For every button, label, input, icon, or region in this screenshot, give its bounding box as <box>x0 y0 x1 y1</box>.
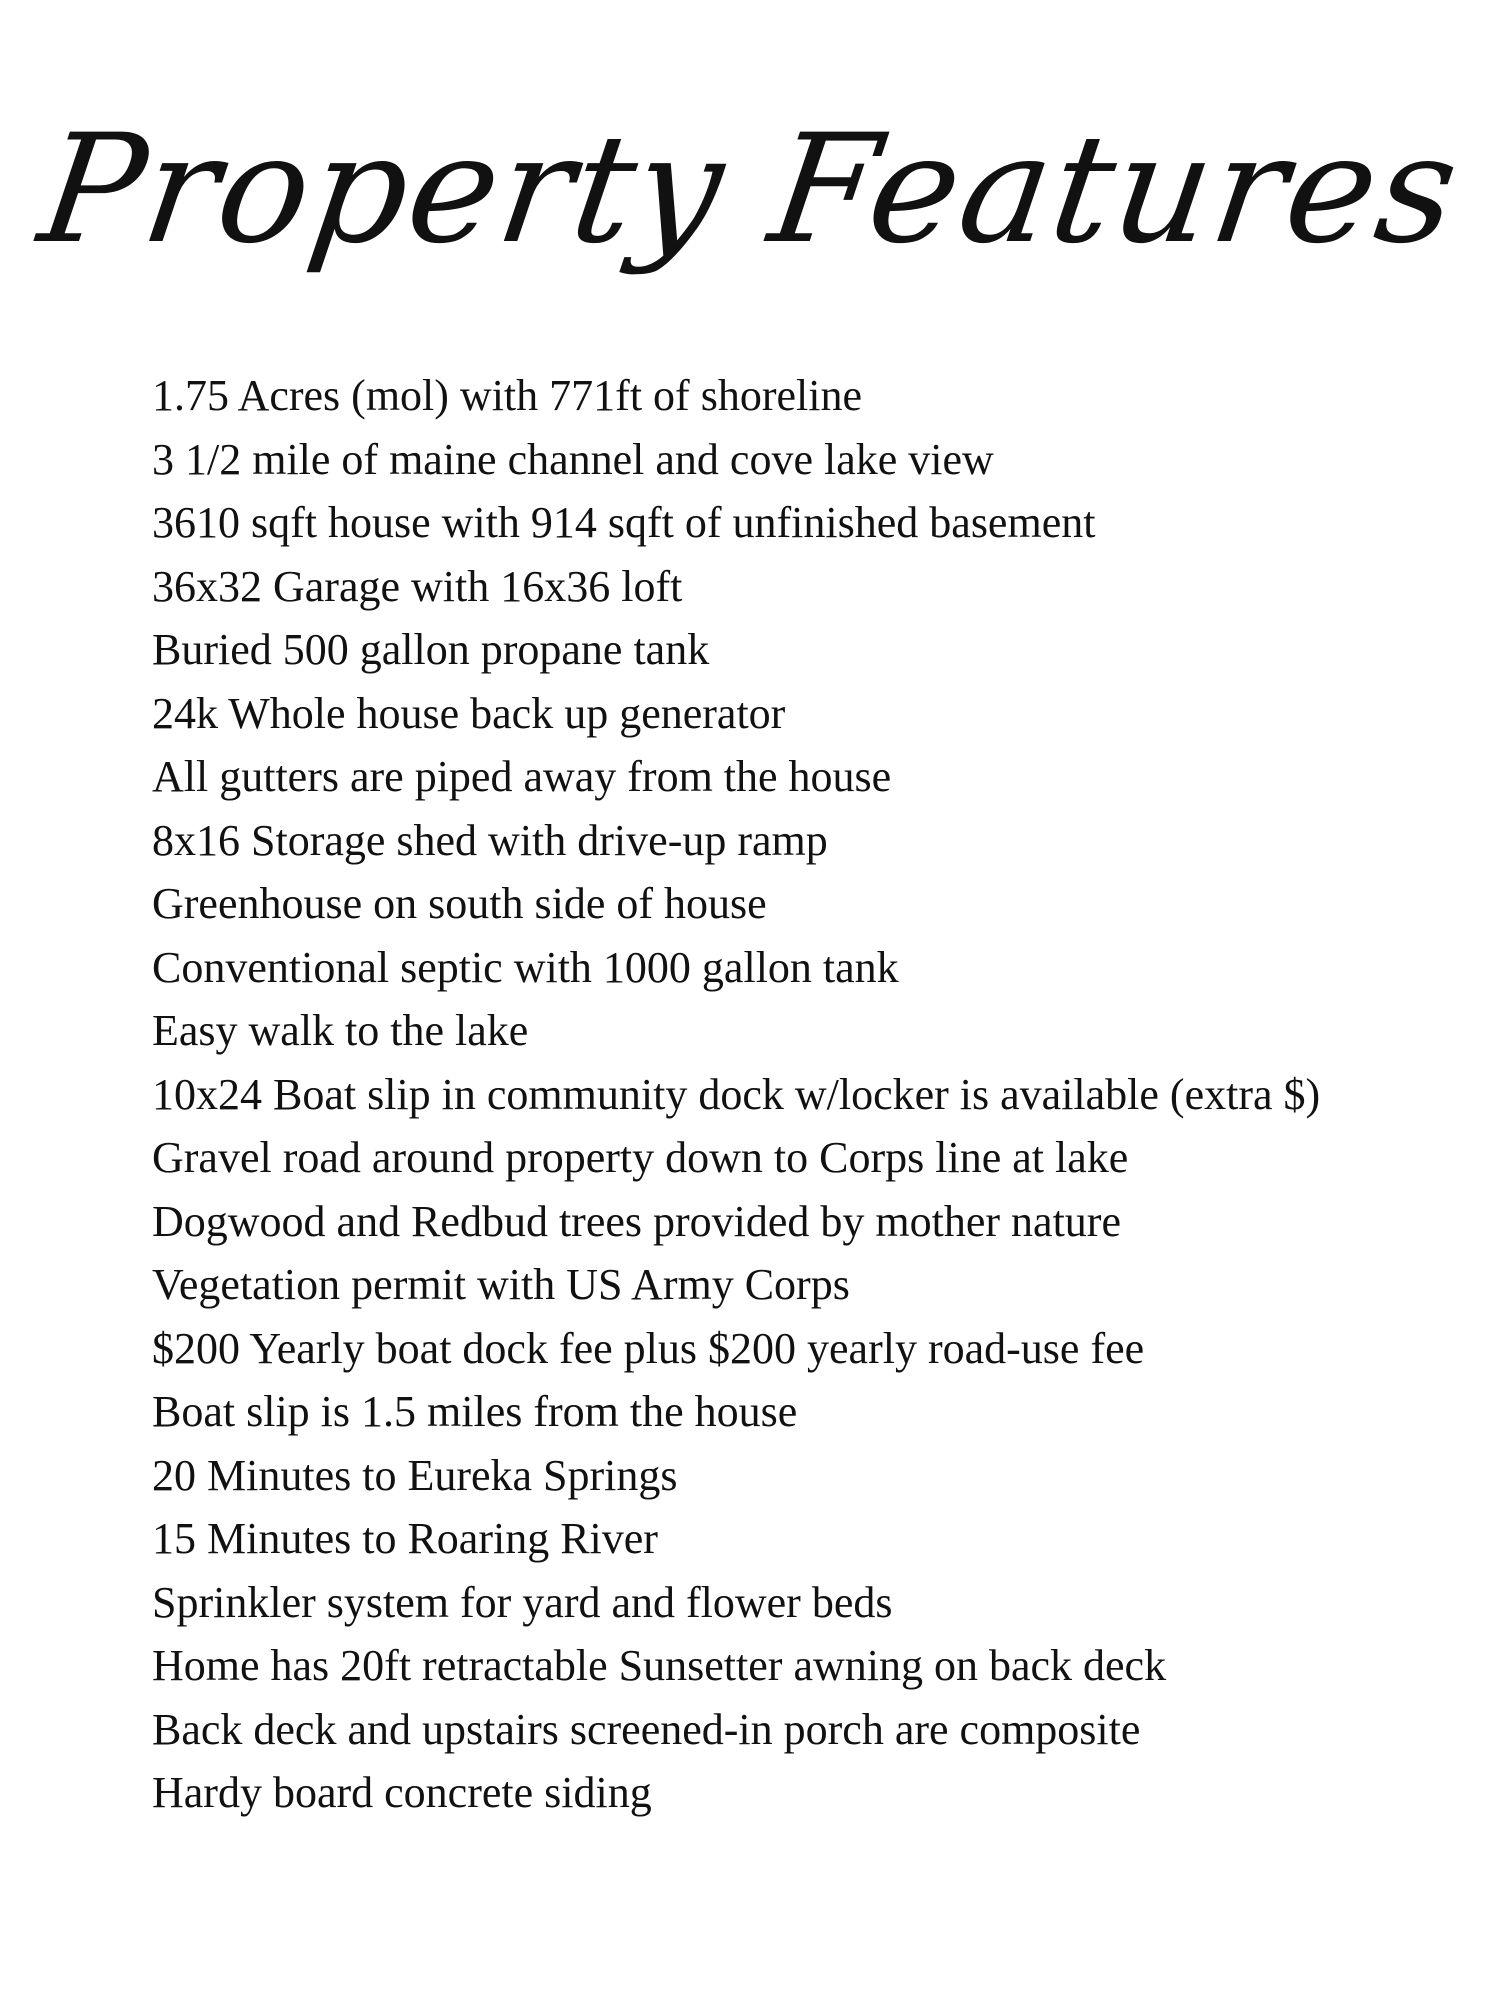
list-item: Buried 500 gallon propane tank <box>152 625 710 674</box>
features-list <box>152 364 1452 1825</box>
list-item: 3610 sqft house with 914 sqft of unfinished basement <box>152 498 1096 547</box>
list-item: 24k Whole house back up generator <box>152 688 786 738</box>
list-item: 1.75 Acres (mol) with 771ft of shoreline <box>152 371 862 420</box>
list-item: Hardy board concrete siding <box>152 1768 652 1817</box>
list-item: Gravel road around property down to Corps line at lake <box>152 1133 1129 1182</box>
list-item: Easy walk to the lake <box>152 1006 529 1055</box>
list-item: Dogwood and Redbud trees provided by mother nature <box>152 1196 1121 1246</box>
list-item: 10x24 Boat slip in community dock w/locker is available (extra $) <box>152 1069 1321 1119</box>
list-item: $200 Yearly boat dock fee plus $200 yearly road-use fee <box>152 1323 1145 1373</box>
list-item: 36x32 Garage with 16x36 loft <box>152 561 683 611</box>
list-item: Back deck and upstairs screened-in porch are composite <box>152 1704 1141 1754</box>
list-item: All gutters are piped away from the house <box>152 752 892 801</box>
list-item: Conventional septic with 1000 gallon tank <box>152 942 899 992</box>
list-item: Vegetation permit with US Army Corps <box>152 1260 850 1309</box>
page-title: Property Features <box>30 103 1470 277</box>
list-item: 8x16 Storage shed with drive-up ramp <box>152 815 828 865</box>
list-item: Home has 20ft retractable Sunsetter awning on back deck <box>152 1641 1167 1690</box>
list-item: 15 Minutes to Roaring River <box>152 1514 658 1563</box>
list-item: Sprinkler system for yard and flower beds <box>152 1577 893 1627</box>
list-item: Boat slip is 1.5 miles from the house <box>152 1387 798 1436</box>
list-item: 3 1/2 mile of maine channel and cove lake view <box>152 434 994 484</box>
list-item: 20 Minutes to Eureka Springs <box>152 1450 678 1500</box>
list-item: Greenhouse on south side of house <box>152 879 767 928</box>
